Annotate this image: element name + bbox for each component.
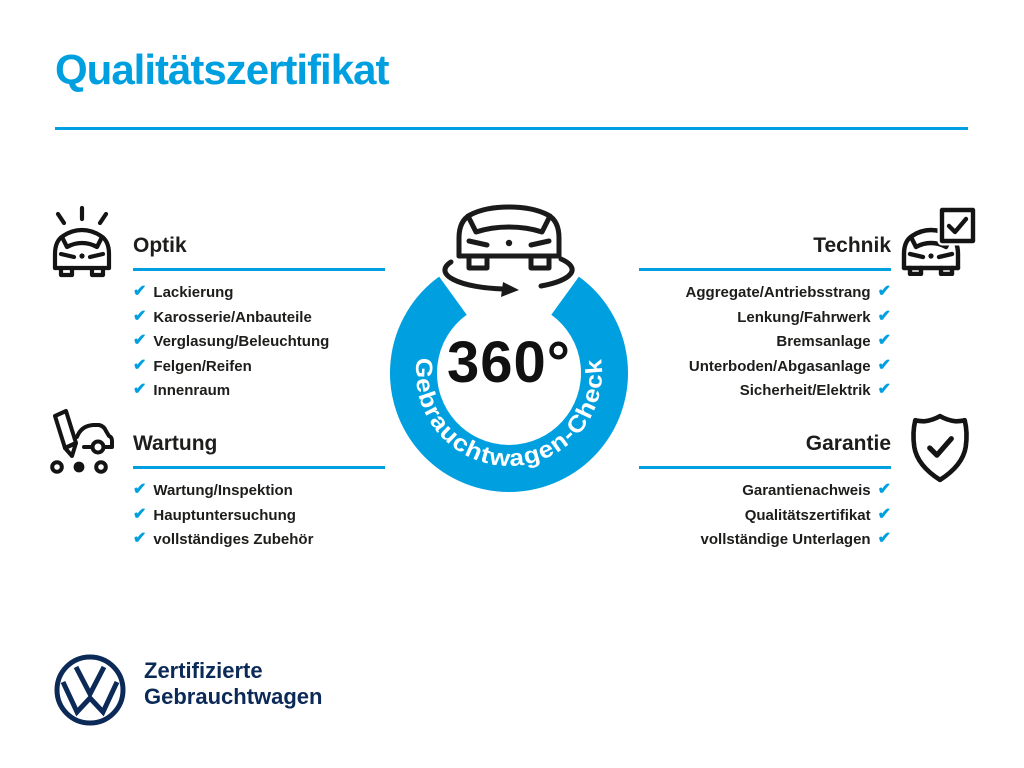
check-item-label: vollständiges Zubehör <box>153 531 314 548</box>
check-item <box>639 306 891 331</box>
section-title: Garantie <box>639 431 891 469</box>
car-360-rotation-icon <box>445 207 572 297</box>
section-technik <box>639 233 891 404</box>
check-icon: ✔ <box>877 356 891 374</box>
check-icon: ✔ <box>133 381 147 398</box>
vw-logo <box>52 652 128 733</box>
check-icon: ✔ <box>133 530 147 547</box>
check-item-label: Garantienachweis <box>742 482 871 499</box>
check-item-label: Hauptuntersuchung <box>153 506 296 524</box>
page-title: Qualitätszertifikat <box>55 46 389 93</box>
section-garantie <box>639 431 891 553</box>
check-item-label: Unterboden/Abgasanlage <box>688 357 871 375</box>
section-title: Wartung <box>133 431 385 469</box>
check-item-label: Wartung/Inspektion <box>153 482 293 499</box>
check-item-label: Karosserie/Anbauteile <box>153 308 312 326</box>
brand-line2: Gebrauchtwagen <box>144 684 323 709</box>
check-item-label: Lenkung/Fahrwerk <box>737 308 871 326</box>
check-item <box>133 306 385 331</box>
check-item <box>133 528 385 553</box>
section-title: Optik <box>133 233 385 271</box>
check-item <box>133 379 385 404</box>
check-item <box>639 479 891 504</box>
check-icon: ✔ <box>877 332 891 349</box>
check-icon: ✔ <box>877 283 891 300</box>
check-icon: ✔ <box>133 356 147 374</box>
check-icon: ✔ <box>133 307 147 325</box>
check-icon: ✔ <box>877 307 891 325</box>
check-item <box>639 379 891 404</box>
service-checklist-icon <box>46 406 116 481</box>
check-item-label: Lackierung <box>153 284 234 301</box>
check-item <box>639 528 891 553</box>
check-item-label: Felgen/Reifen <box>153 357 252 375</box>
title-divider <box>55 127 968 130</box>
check-icon: ✔ <box>877 381 891 398</box>
check-item-label: Verglasung/Beleuchtung <box>153 333 330 350</box>
section-title: Technik <box>639 233 891 271</box>
check-icon: ✔ <box>877 505 891 523</box>
ring-label-textpath: Gebrauchtwagen-Check <box>410 357 608 472</box>
check-icon: ✔ <box>877 530 891 547</box>
check-icon: ✔ <box>133 481 147 498</box>
check-item <box>639 355 891 380</box>
check-item <box>639 330 891 355</box>
checklist-wartung <box>133 479 385 553</box>
check-icon: ✔ <box>877 481 891 498</box>
check-icon: ✔ <box>133 505 147 523</box>
check-item <box>639 281 891 306</box>
check-item <box>639 504 891 529</box>
check-item-label: vollständige Unterlagen <box>700 531 871 548</box>
checklist-garantie <box>639 479 891 553</box>
check-icon: ✔ <box>133 332 147 349</box>
brand-footer <box>52 652 322 733</box>
check-item <box>133 504 385 529</box>
check-item <box>133 281 385 306</box>
check-icon: ✔ <box>133 283 147 300</box>
checklist-optik <box>133 281 385 404</box>
check-item-label: Aggregate/Antriebsstrang <box>685 284 871 301</box>
brand-text <box>144 658 322 710</box>
checklist-technik <box>639 281 891 404</box>
shield-check-icon <box>908 412 972 489</box>
brand-line1: Zertifizierte <box>144 658 263 683</box>
car-checkbox-icon <box>900 206 978 281</box>
section-optik <box>133 233 385 404</box>
check-item-label: Innenraum <box>153 382 231 399</box>
section-wartung <box>133 431 385 553</box>
check-item <box>133 479 385 504</box>
check-item-label: Bremsanlage <box>776 333 871 350</box>
check-item <box>133 330 385 355</box>
check-item <box>133 355 385 380</box>
degree-value: 360° <box>447 330 571 395</box>
360-check-badge <box>370 190 660 502</box>
shiny-car-icon <box>48 204 116 283</box>
check-item-label: Sicherheit/Elektrik <box>739 382 871 399</box>
check-item-label: Qualitätszertifikat <box>744 506 871 524</box>
